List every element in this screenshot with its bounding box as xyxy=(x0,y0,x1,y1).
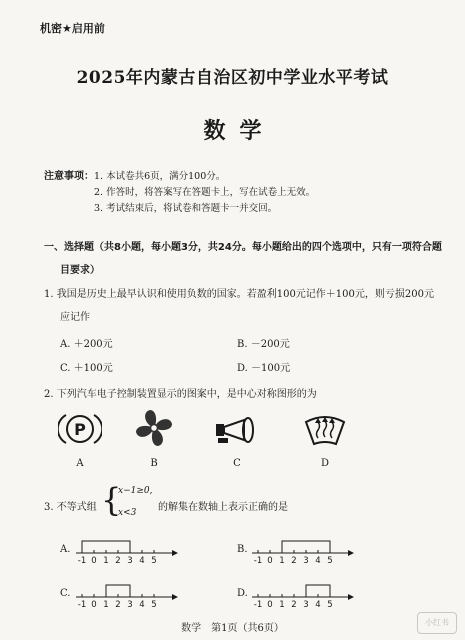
page-footer: 数学 第1页（共6页） xyxy=(181,623,284,634)
confidential-label: 机密★启用前 xyxy=(40,22,105,35)
q3-option-c: C. xyxy=(60,588,71,599)
note-item-1: 1. 本试卷共6页，满分100分。 xyxy=(94,171,226,182)
system-brace: { xyxy=(101,481,122,519)
number-line-a xyxy=(76,531,180,565)
parking-brake-icon xyxy=(58,411,102,447)
exam-title: 2025年内蒙古自治区初中学业水平考试 xyxy=(76,68,389,88)
number-line-tick-label: -1 xyxy=(77,600,87,609)
number-line-arrow xyxy=(348,550,354,556)
q1-option-d: D. －100元 xyxy=(237,363,291,374)
system-eq-1: x−1≥0, xyxy=(118,486,153,496)
q3-option-b: B. xyxy=(237,544,248,555)
q2-label-b: B xyxy=(150,458,158,469)
number-line-tick-label: 2 xyxy=(291,600,297,609)
number-line-tick-label: 5 xyxy=(151,600,157,609)
q2-label-d: D xyxy=(320,458,330,469)
number-line-tick-label: 4 xyxy=(139,600,145,609)
system-eq-2: x<3 xyxy=(118,508,137,518)
number-line-tick-label: 2 xyxy=(291,556,297,565)
note-item-2: 2. 作答时，将答案写在答题卡上，写在试卷上无效。 xyxy=(94,187,316,198)
section-heading-cont: 目要求） xyxy=(60,265,100,276)
number-line-tick-label: 2 xyxy=(115,556,121,565)
number-line-tick-label: 0 xyxy=(91,556,97,565)
q3-option-a: A. xyxy=(60,544,71,555)
q3-prefix: 3. 不等式组 xyxy=(44,502,97,513)
q1-option-c: C. ＋100元 xyxy=(60,363,113,374)
number-line-tick-label: 4 xyxy=(315,556,321,565)
q2-stem: 2. 下列汽车电子控制装置显示的图案中，是中心对称图形的为 xyxy=(44,389,317,400)
q1-option-b: B. －200元 xyxy=(237,339,290,350)
windshield-defrost-icon xyxy=(302,412,348,448)
number-line-d xyxy=(252,575,356,609)
q2-label-c: C xyxy=(233,458,241,469)
horn-icon xyxy=(214,414,260,446)
fan-icon xyxy=(134,408,174,448)
number-line-tick-label: 1 xyxy=(279,556,285,565)
number-line-tick-label: -1 xyxy=(77,556,87,565)
number-line-arrow xyxy=(172,550,178,556)
number-line-tick-label: 1 xyxy=(279,600,285,609)
number-line-tick-label: 5 xyxy=(151,556,157,565)
q3-suffix: 的解集在数轴上表示正确的是 xyxy=(158,502,288,513)
section-heading: 一、选择题（共8小题，每小题3分，共24分。每小题给出的四个选项中，只有一项符合题 xyxy=(44,242,442,253)
q1-stem: 1. 我国是历史上最早认识和使用负数的国家。若盈利100元记作＋100元，则亏损200元 xyxy=(44,289,434,300)
number-line-tick-label: -1 xyxy=(253,556,263,565)
number-line-arrow xyxy=(172,594,178,600)
number-line-tick-label: 5 xyxy=(327,556,333,565)
number-line-arrow xyxy=(348,594,354,600)
number-line-tick-label: 1 xyxy=(103,556,109,565)
parking-p-letter: P xyxy=(74,420,86,439)
q3-option-d: D. xyxy=(237,588,248,599)
q1-stem-cont: 应记作 xyxy=(60,312,90,323)
number-line-tick-label: 3 xyxy=(303,600,309,609)
number-line-tick-label: 0 xyxy=(267,600,273,609)
q2-label-a: A xyxy=(76,458,84,469)
note-item-3: 3. 考试结束后，将试卷和答题卡一并交回。 xyxy=(94,203,278,214)
number-line-c xyxy=(76,575,180,609)
number-line-tick-label: 0 xyxy=(91,600,97,609)
number-line-b xyxy=(252,531,356,565)
watermark-badge: 小红书 xyxy=(417,612,457,634)
number-line-tick-label: 3 xyxy=(303,556,309,565)
number-line-tick-label: 5 xyxy=(327,600,333,609)
number-line-tick-label: 4 xyxy=(139,556,145,565)
number-line-tick-label: 4 xyxy=(315,600,321,609)
number-line-tick-label: 1 xyxy=(103,600,109,609)
subject-title: 数学 xyxy=(203,118,276,144)
number-line-tick-label: 0 xyxy=(267,556,273,565)
number-line-tick-label: 3 xyxy=(127,600,133,609)
number-line-tick-label: -1 xyxy=(253,600,263,609)
q1-option-a: A. ＋200元 xyxy=(60,339,113,350)
number-line-tick-label: 3 xyxy=(127,556,133,565)
notes-label: 注意事项： xyxy=(44,171,94,182)
number-line-tick-label: 2 xyxy=(115,600,121,609)
